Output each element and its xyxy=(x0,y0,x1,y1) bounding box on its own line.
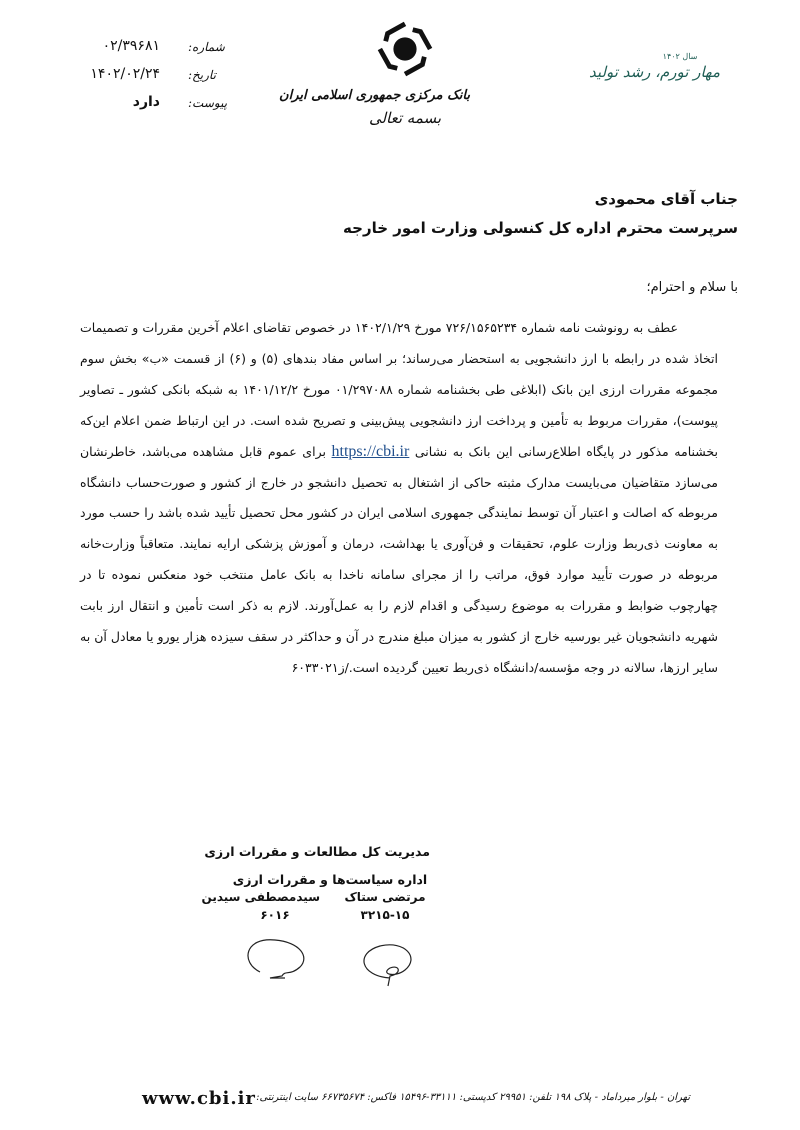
signer-code: ۳۲۱۵-۱۵ xyxy=(360,908,410,922)
attachment-row xyxy=(60,92,240,120)
date-row xyxy=(60,64,240,92)
signature-left-icon xyxy=(240,932,320,982)
footer-address: تهران - بلوار میرداماد - پلاک ۱۹۸ تلفن: ۲۹۹۵۱ کدپستی: ۳۳۱۱۱-۱۵۴۹۶ فاکس: ۶۶۷۳۵۶۷۴ سایت اینترنتی: xyxy=(256,1092,690,1103)
date-value: ۱۴۰۲/۰۲/۲۴ xyxy=(90,66,160,82)
number-value: ۰۲/۳۹۶۸۱ xyxy=(102,38,160,54)
bismillah-text: بسمه تعالی xyxy=(368,109,442,127)
body-text-part1: عطف به رونوشت نامه شماره ۷۲۶/۱۵۶۵۲۳۴ مورخ ۱۴۰۲/۱/۲۹ در خصوص تقاضای اعلام آخرین مقررات و تصمیمات اتخاذ شده در رابطه با ارز دانشجویی به استحضار می‌رساند؛ بر اساس مفاد بندهای (۵) و (۶) از قسمت «ب» بخش سوم مجموعه مقررات ارزی این بانک (ابلاغی طی بخشنامه شماره ۰۱/۲۹۷۰۸۸ مورخ ۱۴۰۱/۱۲/۲ به شبکه بانکی کشور ـ تصاویر پیوست)، مقررات مربوط به تأمین و پرداخت ارز دانشجویی پیش‌بینی و تصریح شده است. در این ارتباط ضمن اعلام این‌که بخشنامه مذکور در پایگاه اطلاع‌رسانی این بانک به نشانی xyxy=(80,320,718,459)
number-label: شماره: xyxy=(188,40,225,54)
greeting: با سلام و احترام؛ xyxy=(646,280,738,295)
department-name: مدیریت کل مطالعات و مقررات ارزی xyxy=(204,844,430,859)
body-text-part2: برای عموم قابل مشاهده می‌باشد، خاطرنشان می‌سازد متقاضیان می‌بایست مدارک مثبته حاکی از اشتغال به تحصیل دانشجو در خارج از کشور و صورت‌حساب دانشگاه مربوطه که اصالت و اعتبار آن توسط نمایندگی جمهوری اسلامی ایران در کشور محل تحصیل تأیید شده باشد را حسب مورد به معاونت ذی‌ربط وزارت علوم، تحقیقات و فن‌آوری یا بهداشت، درمان و آموزش پزشکی ارایه نمایند. متعاقباً وزارت‌خانه مربوطه در صورت تأیید موارد فوق، مراتب را از مجرای سامانه ناخدا به بانک عامل منتخب خود منعکس نموده تا در چهارچوب ضوابط و مقررات به موضوع رسیدگی و اقدام لازم را به عمل‌آورند. لازم به ذکر است تأمین و انتقال ارز بابت شهریه دانشجویان غیر بورسیه خارج از کشور به میزان مبلغ مندرج در آن و حداکثر در سقف سیزده هزار یورو یا معادل آن به سایر ارزها، سالانه در وجه مؤسسه/دانشگاه ذی‌ربط تعیین گردیده است./ز۶۰۳۳۰۲۱ xyxy=(80,443,718,675)
signer-left xyxy=(201,890,320,922)
letter-meta xyxy=(60,36,240,120)
slogan-text: مهار تورم، رشد تولید xyxy=(589,63,720,81)
signer-name: مرتضی ستاک xyxy=(344,890,426,904)
office-name: اداره سیاست‌ها و مقررات ارزی xyxy=(232,872,428,887)
bank-name: بانک مرکزی جمهوری اسلامی ایران xyxy=(279,88,470,103)
recipient-title: سرپرست محترم اداره کل کنسولی وزارت امور خارجه xyxy=(343,219,738,237)
letter-body xyxy=(80,313,718,684)
signers xyxy=(201,890,430,990)
body-paragraph xyxy=(80,313,718,684)
date-label: تاریخ: xyxy=(188,68,216,82)
bank-emblem-icon xyxy=(376,20,434,78)
year-slogan xyxy=(589,52,720,81)
signer-code: ۶۰۱۶ xyxy=(260,908,290,922)
signer-right xyxy=(340,890,430,922)
recipient-block xyxy=(343,190,738,237)
signer-name: سیدمصطفی سیدین xyxy=(201,890,320,904)
number-row xyxy=(60,36,240,64)
bank-logo xyxy=(279,20,470,127)
letter-footer xyxy=(130,1086,690,1116)
slogan-year: سال ۱۴۰۲ xyxy=(662,52,698,61)
signature-right-icon xyxy=(350,938,430,988)
footer-website[interactable]: www.cbi.ir xyxy=(142,1088,256,1109)
attachment-label: پیوست: xyxy=(188,96,228,110)
cbi-website-link[interactable]: https://cbi.ir xyxy=(331,442,410,460)
signature-block xyxy=(204,838,430,894)
recipient-name: جناب آقای محمودی xyxy=(594,190,738,208)
attachment-value: دارد xyxy=(132,94,160,110)
